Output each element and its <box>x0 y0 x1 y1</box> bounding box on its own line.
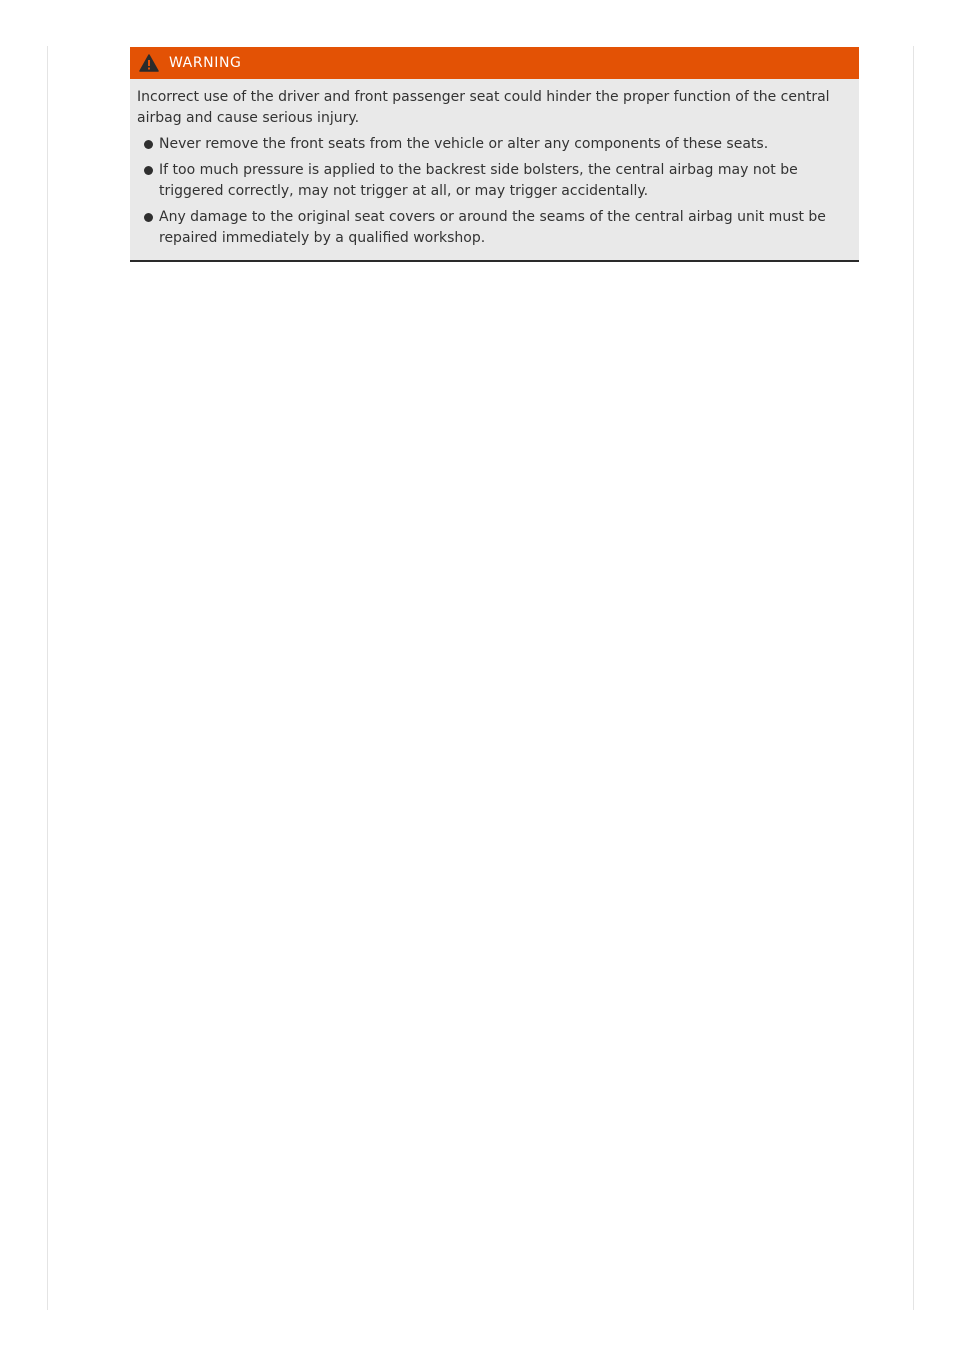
list-item <box>137 134 847 155</box>
bullet-icon <box>144 166 153 175</box>
list-item <box>137 207 847 249</box>
list-item-text: If too much pressure is applied to the backrest side bolsters, the central airbag may not be triggered correctly, may not trigger at all, or may trigger accidentally. <box>159 162 798 199</box>
list-item-text: Any damage to the original seat covers or around the seams of the central airbag unit must be repaired immediately by a qualified workshop. <box>159 209 826 246</box>
left-margin-line <box>47 46 48 1310</box>
warning-title: WARNING <box>169 55 242 71</box>
warning-box <box>130 47 859 262</box>
right-margin-line <box>913 46 914 1310</box>
warning-list <box>137 134 847 249</box>
warning-intro: Incorrect use of the driver and front passenger seat could hinder the proper function of the central airbag and cause serious injury. <box>137 89 830 126</box>
list-item <box>137 160 847 202</box>
warning-triangle-icon <box>139 54 159 72</box>
list-item-text: Never remove the front seats from the vehicle or alter any components of these seats. <box>159 136 769 152</box>
bullet-icon <box>144 213 153 222</box>
warning-body <box>130 79 859 260</box>
warning-header <box>130 47 859 79</box>
bullet-icon <box>144 140 153 149</box>
